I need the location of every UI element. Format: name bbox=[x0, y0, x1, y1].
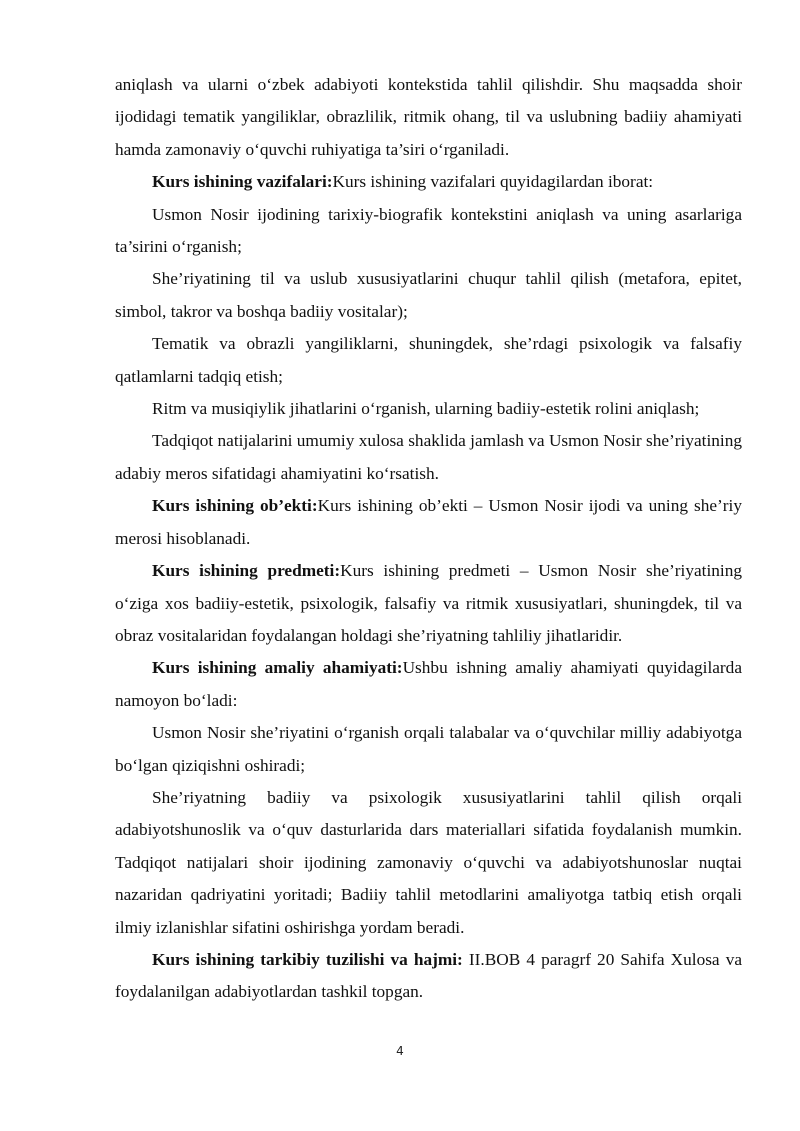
task-item-4: Ritm va musiqiylik jihatlarini o‘rganish, ularning badiiy-estetik rolini aniqlash; bbox=[152, 399, 700, 419]
task-item-3: Tematik va obrazli yangiliklarni, shuningdek, she’rdagi psixologik va falsafiy qatlamlarni tadqiq etish; bbox=[115, 334, 742, 386]
tasks-heading: Kurs ishining vazifalari: bbox=[152, 172, 333, 192]
document-body bbox=[115, 69, 742, 1009]
significance-item-1: Usmon Nosir she’riyatini o‘rganish orqali talabalar va o‘quvchilar milliy adabiyotga bo‘lgan qiziqishni oshiradi; bbox=[115, 723, 742, 775]
paragraph-intro-continuation: aniqlash va ularni o‘zbek adabiyoti kontekstida tahlil qilishdir. Shu maqsadda shoir ijodidagi tematik yangiliklar, obrazlilik, ritmik ohang, til va uslubning badiiy ahamiyati hamda zamonaviy o‘quvchi ruhiyatiga ta’siri o‘rganiladi. bbox=[115, 75, 742, 159]
paragraph-structure bbox=[115, 944, 742, 1009]
page-number: 4 bbox=[396, 1044, 404, 1058]
task-item-5: Tadqiqot natijalarini umumiy xulosa shaklida jamlash va Usmon Nosir she’riyatining adabiy meros sifatidagi ahamiyatini ko‘rsatish. bbox=[115, 431, 742, 483]
task-item-2: She’riyatining til va uslub xususiyatlarini chuqur tahlil qilish (metafora, epitet, simbol, takror va boshqa badiiy vositalar); bbox=[115, 269, 742, 321]
practical-significance-text: Ushbu ishning amaliy ahamiyati quyidagilarda namoyon bo‘ladi: bbox=[115, 658, 742, 710]
significance-item-2: She’riyatning badiiy va psixologik xususiyatlarini tahlil qilish orqali adabiyotshunoslik va o‘quv dasturlarida dars materiallari sifatida foydalanish mumkin. Tadqiqot natijalari shoir ijodining zamonaviy o‘quvchi va adabiyotshunoslar nuqtai nazaridan qadriyatini yoritadi; Badiiy tahlil metodlarini amaliyotga tatbiq etish orqali ilmiy izlanishlar sifatini oshirishga yordam beradi. bbox=[115, 787, 742, 937]
object-text: Kurs ishining ob’ekti – Usmon Nosir ijodi va uning she’riy merosi hisoblanadi. bbox=[115, 496, 742, 548]
practical-significance-heading: Kurs ishining amaliy ahamiyati: bbox=[152, 658, 403, 678]
structure-text: II.BOB 4 paragrf 20 Sahifa Xulosa va foydalanilgan adabiyotlardan tashkil topgan. bbox=[115, 949, 742, 1002]
subject-heading: Kurs ishining predmeti: bbox=[152, 561, 341, 581]
tasks-text: Kurs ishining vazifalari quyidagilardan iborat: bbox=[332, 172, 654, 192]
paragraph-practical-significance bbox=[115, 652, 742, 717]
task-item-1: Usmon Nosir ijodining tarixiy-biografik kontekstini aniqlash va uning asarlariga ta’sirini o‘rganish; bbox=[115, 204, 742, 257]
paragraph-tasks bbox=[115, 166, 742, 198]
structure-heading: Kurs ishining tarkibiy tuzilishi va hajmi: bbox=[152, 949, 463, 969]
paragraph-object bbox=[115, 490, 742, 555]
paragraph-subject bbox=[115, 555, 742, 652]
object-heading: Kurs ishining ob’ekti: bbox=[152, 496, 318, 516]
subject-text: Kurs ishining predmeti – Usmon Nosir she’riyatining o‘ziga xos badiiy-estetik, psixologik, falsafiy va ritmik xususiyatlari, shuningdek, til va obraz vositalaridan foydalangan holdagi she’riyatning tahliliy jihatlaridir. bbox=[115, 561, 742, 645]
